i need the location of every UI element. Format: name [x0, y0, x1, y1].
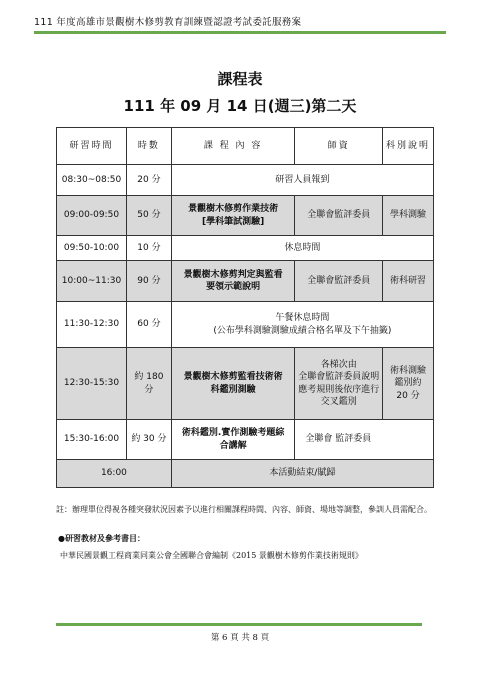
- footer-rule: [56, 623, 422, 626]
- table-row: [57, 460, 434, 488]
- table-row: [57, 261, 434, 302]
- content-cell: 景觀樹木修剪監看技術術 科鑑別測驗: [171, 348, 295, 420]
- hours-cell: 約 30 分: [126, 420, 171, 460]
- column-header: 課 程 內 容: [171, 128, 295, 165]
- document-header: 111 年度高雄市景觀樹木修剪教育訓練暨認證考試委託服務案: [34, 17, 302, 28]
- teacher-cell: 全聯會監評委員: [295, 261, 383, 302]
- hours-cell: 50 分: [126, 196, 171, 236]
- page-subtitle: 111 年 09 月 14 日(週三)第二天: [123, 97, 357, 115]
- table-row: [57, 196, 434, 236]
- reference-text: 中華民國景觀工程商業同業公會全國聯合會編制《2015 景觀樹木修剪作業技術規則》: [60, 551, 363, 560]
- content-cell: 午餐休息時間 (公布學科測驗測驗成績合格名單及下午抽籤): [171, 302, 433, 348]
- hours-cell: 約 180 分: [126, 348, 171, 420]
- hours-cell: 90 分: [126, 261, 171, 302]
- page-title: 課程表: [217, 70, 263, 88]
- header-rule: [34, 31, 446, 34]
- column-header: 科別說明: [383, 128, 434, 165]
- time-cell: 15:30-16:00: [57, 420, 127, 460]
- table-row: [57, 348, 434, 420]
- hours-cell: 20 分: [126, 165, 171, 196]
- time-cell: 12:30-15:30: [57, 348, 127, 420]
- time-cell: 08:30~08:50: [57, 165, 127, 196]
- page-number: 第 6 頁 共 8 頁: [210, 633, 270, 643]
- content-cell: 景觀樹木修剪作業技術 [學科筆試測驗]: [171, 196, 295, 236]
- column-header: 時數: [126, 128, 171, 165]
- time-cell: 11:30-12:30: [57, 302, 127, 348]
- content-cell: 術科鑑別.實作測驗考題綜 合講解: [171, 420, 295, 460]
- table-row: [57, 236, 434, 261]
- hours-cell: 10 分: [126, 236, 171, 261]
- subject-cell: 學科測驗: [383, 196, 434, 236]
- note-text: 註：辦理單位得視各種突發狀況因素予以進行相關課程時間、內容、師資、場地等調整，參訓人員需配合。: [56, 505, 432, 514]
- table-row: [57, 302, 434, 348]
- table-row: [57, 420, 434, 460]
- content-cell: 本活動結束/賦歸: [171, 460, 433, 488]
- teacher-cell: 全聯會 監評委員: [295, 420, 434, 460]
- reference-heading: ●研習教材及參考書目：: [58, 533, 145, 543]
- schedule-table: [56, 127, 434, 488]
- content-cell: 景觀樹木修剪判定與監看 要領示範說明: [171, 261, 295, 302]
- teacher-cell: 全聯會監評委員: [295, 196, 383, 236]
- content-cell: 研習人員報到: [171, 165, 433, 196]
- time-cell: 10:00~11:30: [57, 261, 127, 302]
- subject-cell: 術科測驗 鑑別約 20 分: [383, 348, 434, 420]
- table-row: [57, 165, 434, 196]
- table-header-row: [57, 128, 434, 165]
- column-header: 師資: [295, 128, 383, 165]
- time-cell: 09:00-09:50: [57, 196, 127, 236]
- time-cell: 09:50-10:00: [57, 236, 127, 261]
- column-header: 研習時間: [57, 128, 127, 165]
- content-cell: 休息時間: [171, 236, 433, 261]
- hours-cell: 60 分: [126, 302, 171, 348]
- teacher-cell: 各梯次由 全聯會監評委員說明 應考規則後依序進行 交叉鑑別: [295, 348, 383, 420]
- time-cell: 16:00: [57, 460, 172, 488]
- subject-cell: 術科研習: [383, 261, 434, 302]
